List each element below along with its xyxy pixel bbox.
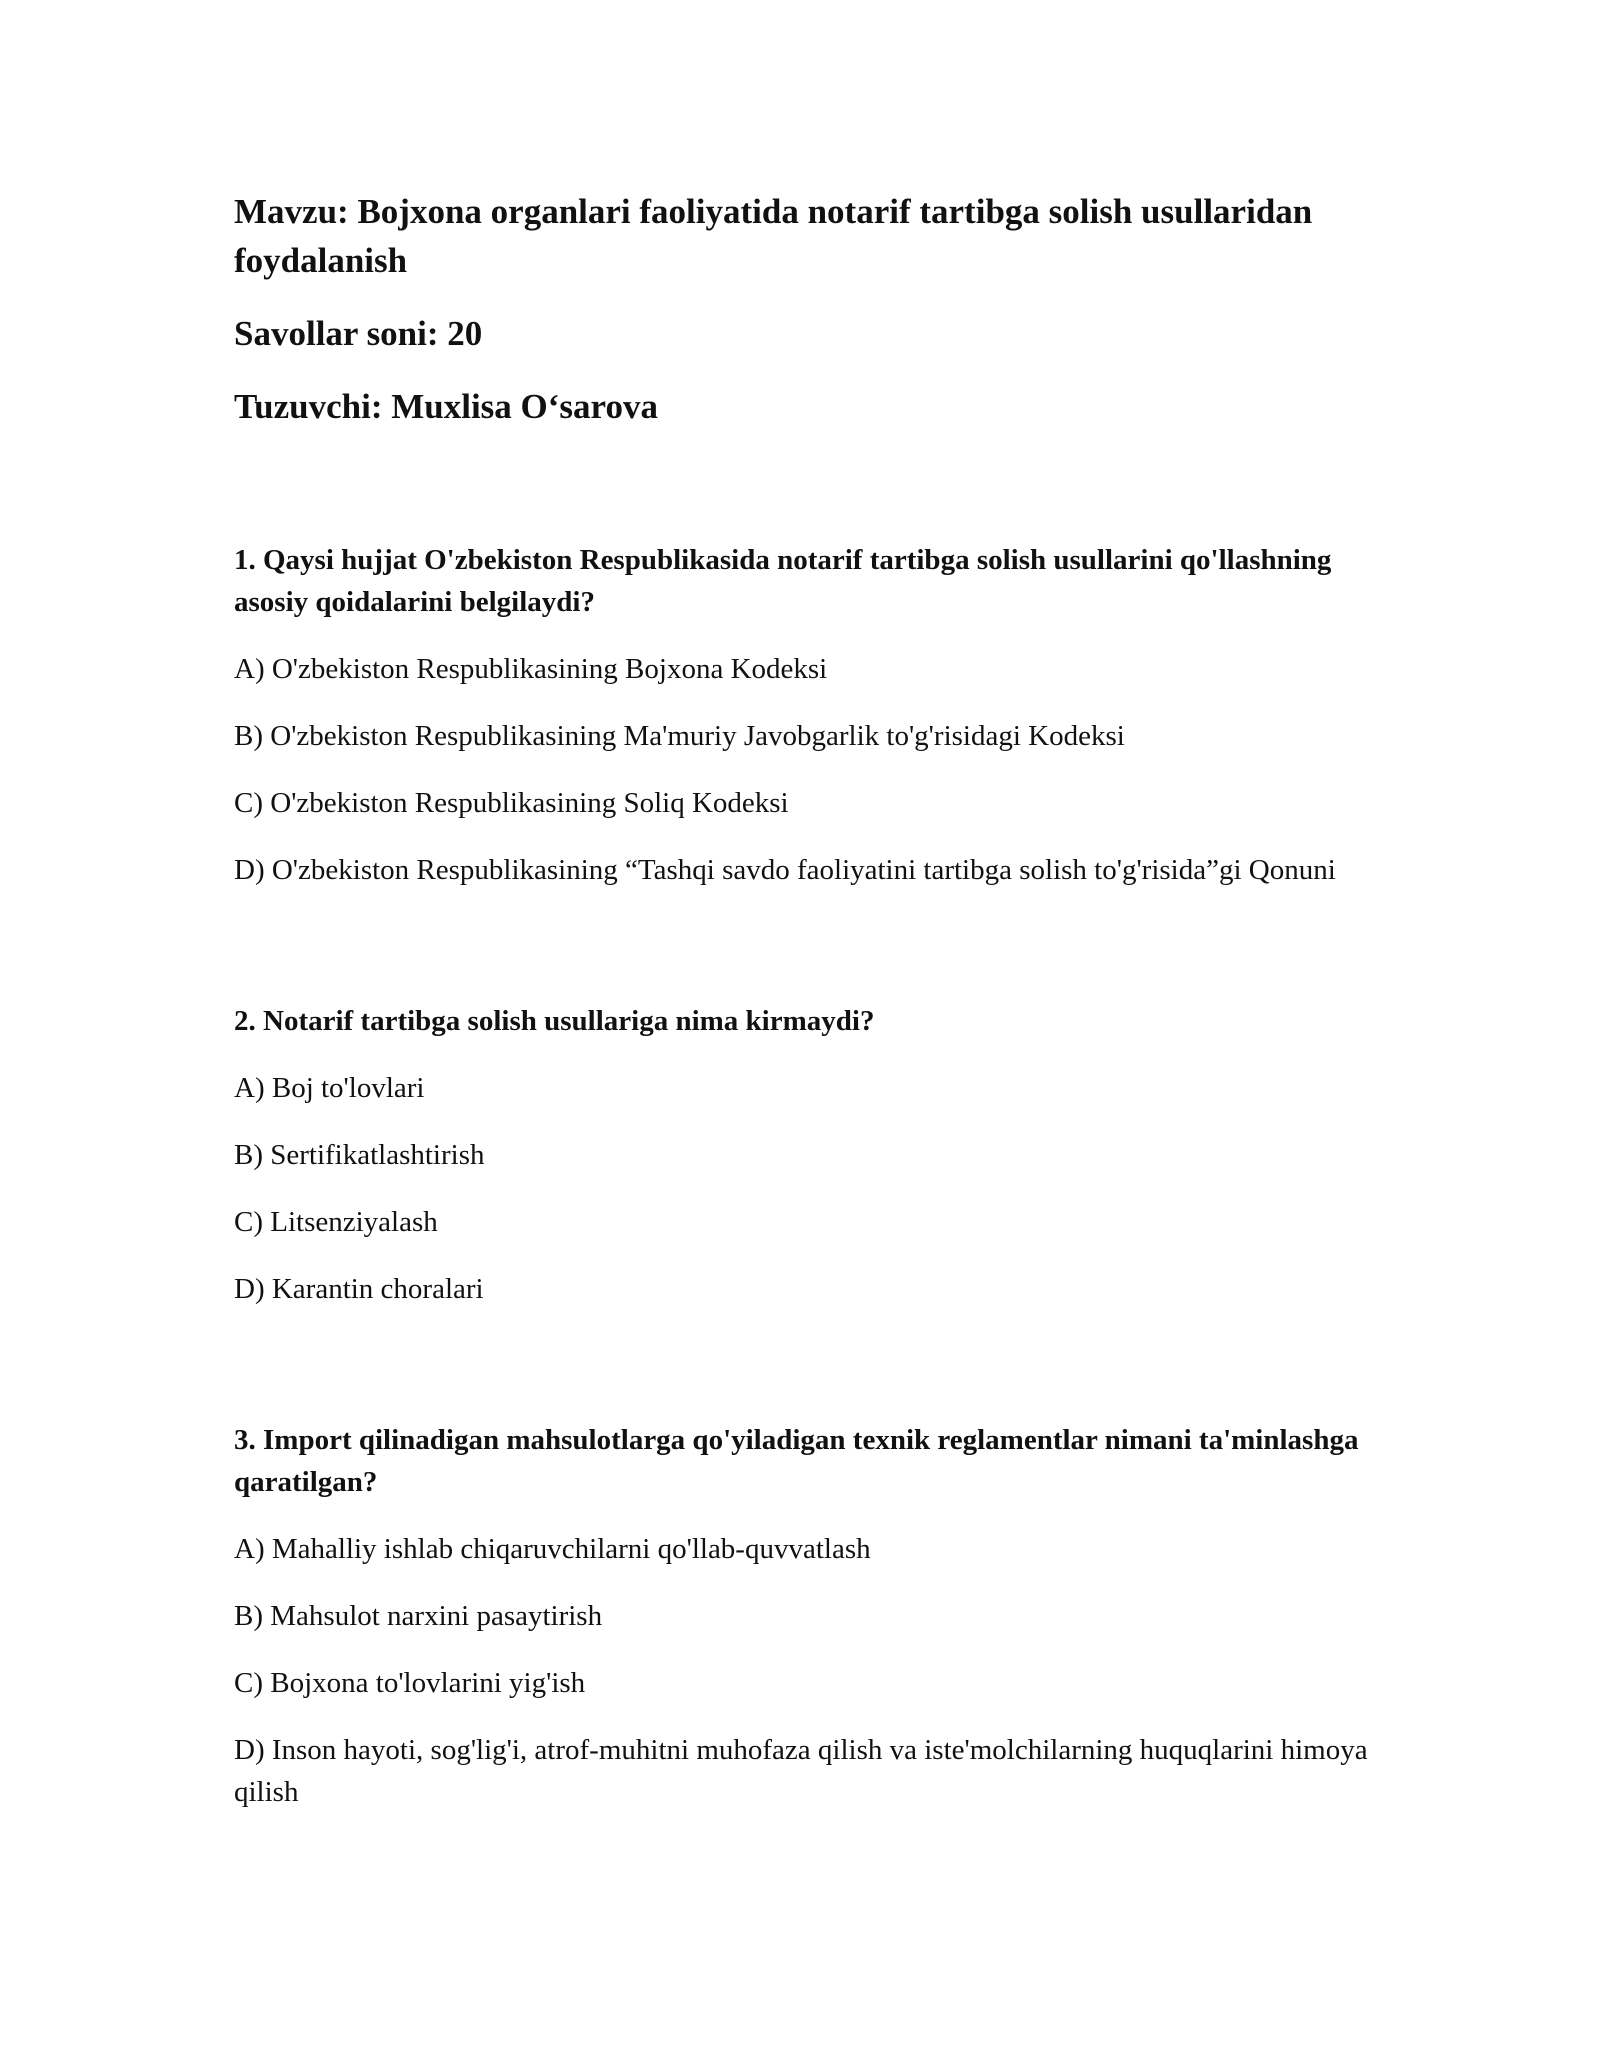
document-page [234,187,1374,1838]
header-spacer [234,455,1374,539]
question-gap [234,916,1374,1000]
question-count: Savollar soni: 20 [234,314,483,353]
answer-option-d: D) O'zbekiston Respublikasining “Tashqi savdo faoliyatini tartibga solish to'g'risida”gi Qonuni [234,854,1336,886]
author-line: Tuzuvchi: Muxlisa O‘sarova [234,387,658,426]
question-2 [234,1000,1374,1310]
answer-option-d: D) Inson hayoti, sog'lig'i, atrof-muhitni muhofaza qilish va iste'molchilarning huquqlarini himoya qilish [234,1734,1368,1808]
question-gap [234,1335,1374,1419]
answer-option-a: A) Mahalliy ishlab chiqaruvchilarni qo'llab-quvvatlash [234,1533,871,1565]
question-3 [234,1419,1374,1813]
question-text: 1. Qaysi hujjat O'zbekiston Respublikasida notarif tartibga solish usullarini qo'llashning asosiy qoidalarini belgilaydi? [234,544,1332,618]
answer-option-b: B) Sertifikatlashtirish [234,1139,485,1171]
answer-option-c: C) Litsenziyalash [234,1206,438,1238]
document-title: Mavzu: Bojxona organlari faoliyatida notarif tartibga solish usullaridan foydalanish [234,192,1313,280]
question-1 [234,539,1374,891]
answer-option-a: A) Boj to'lovlari [234,1072,425,1104]
question-text: 2. Notarif tartibga solish usullariga nima kirmaydi? [234,1005,875,1037]
question-text: 3. Import qilinadigan mahsulotlarga qo'yiladigan texnik reglamentlar nimani ta'minlashga qaratilgan? [234,1424,1359,1498]
answer-option-b: B) O'zbekiston Respublikasining Ma'muriy Javobgarlik to'g'risidagi Kodeksi [234,720,1125,752]
answer-option-a: A) O'zbekiston Respublikasining Bojxona Kodeksi [234,653,828,685]
answer-option-d: D) Karantin choralari [234,1273,484,1305]
answer-option-c: C) Bojxona to'lovlarini yig'ish [234,1667,586,1699]
answer-option-c: C) O'zbekiston Respublikasining Soliq Kodeksi [234,787,789,819]
answer-option-b: B) Mahsulot narxini pasaytirish [234,1600,603,1632]
